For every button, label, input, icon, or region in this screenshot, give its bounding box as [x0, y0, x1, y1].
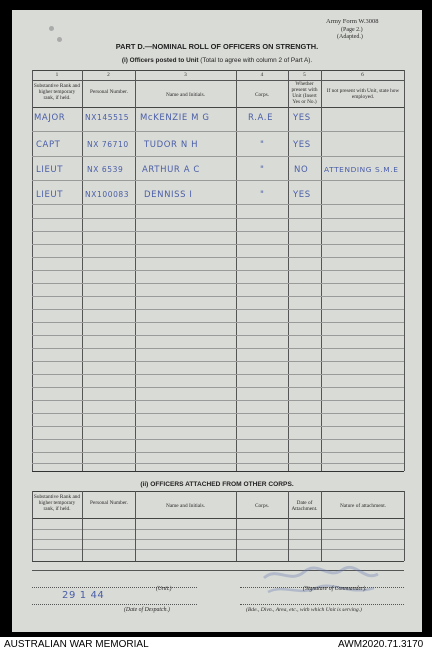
header-corps: Corps.: [255, 503, 269, 509]
part-title: PART D.—NOMINAL ROLL OF OFFICERS ON STRENGTH.: [115, 42, 319, 51]
form-paper: [12, 10, 422, 632]
signature-label: (Signature of Commander).: [303, 586, 367, 592]
header-rank: Substantive Rank and higher temporary rank, if held.: [33, 83, 81, 101]
header-date-attachment: Date of Attachment.: [291, 500, 318, 512]
header-name: Name and Initials.: [166, 503, 205, 509]
punch-hole-icon: [49, 26, 54, 31]
stamp-icon: [256, 560, 386, 602]
form-name: Army Form W.3008: [326, 18, 379, 25]
col-number: 5: [303, 72, 306, 78]
cell-personal-number: NX 76710: [87, 140, 129, 149]
cell-personal-number: NX145515: [85, 113, 130, 122]
section1-title: [12, 57, 422, 64]
header-rank: Substantive Rank and higher temporary rank, if held.: [33, 494, 81, 512]
cell-employed: ATTENDING S.M.E: [324, 165, 399, 174]
col-number: 6: [361, 72, 364, 78]
header-corps: Corps.: [255, 92, 269, 98]
cell-personal-number: NX 6539: [87, 165, 124, 174]
header-personal-number: Personal Number.: [90, 500, 128, 506]
cell-present: NO: [294, 165, 309, 175]
header-present: Whether present with Unit (Insert Yes or No.): [291, 81, 318, 105]
header-employed: If not present with Unit, state how employed.: [326, 88, 400, 100]
footer-reference: AWM2020.71.3170: [338, 639, 424, 650]
cell-name: ARTHUR A C: [142, 165, 200, 175]
cell-corps: ": [260, 165, 265, 175]
form-page: (Page 2.): [341, 27, 363, 33]
cell-corps: ": [260, 190, 265, 200]
header-nature-attachment: Nature of attachment.: [339, 503, 387, 509]
cell-corps: R.A.E: [248, 113, 274, 123]
cell-name: McKENZIE M G: [140, 113, 210, 123]
cell-name: TUDOR N H: [144, 140, 199, 150]
unit-label: (Unit.): [156, 586, 172, 592]
section1-bold: (i) Officers posted to Unit: [121, 57, 199, 64]
footer-institution: AUSTRALIAN WAR MEMORIAL: [4, 639, 149, 650]
header-personal-number: Personal Number.: [90, 89, 128, 95]
despatch-label: (Date of Despatch.): [124, 607, 170, 613]
section1-rest: (Total to agree with column 2 of Part A).: [200, 57, 313, 64]
archive-footer: [0, 637, 432, 653]
bde-label: (Bde., Divn., Area, etc., with which Unit is serving.): [246, 607, 362, 613]
cell-personal-number: NX100083: [85, 190, 130, 199]
cell-rank: LIEUT: [36, 190, 64, 200]
header-name: Name and Initials.: [166, 92, 205, 98]
cell-rank: CAPT: [36, 140, 61, 150]
cell-rank: MAJOR: [34, 113, 66, 123]
cell-present: YES: [293, 113, 311, 123]
despatch-date: 29 1 44: [62, 590, 105, 601]
section2-title: (ii) OFFICERS ATTACHED FROM OTHER CORPS.: [140, 481, 294, 488]
cell-corps: ": [260, 140, 265, 150]
form-adapted: (Adapted.): [337, 34, 363, 40]
col-number: 2: [107, 72, 110, 78]
cell-name: DENNISS I: [144, 190, 193, 200]
col-number: 3: [184, 72, 187, 78]
cell-present: YES: [293, 140, 311, 150]
cell-rank: LIEUT: [36, 165, 64, 175]
col-number: 4: [260, 72, 264, 78]
col-number: 1: [55, 72, 59, 78]
cell-present: YES: [293, 190, 311, 200]
